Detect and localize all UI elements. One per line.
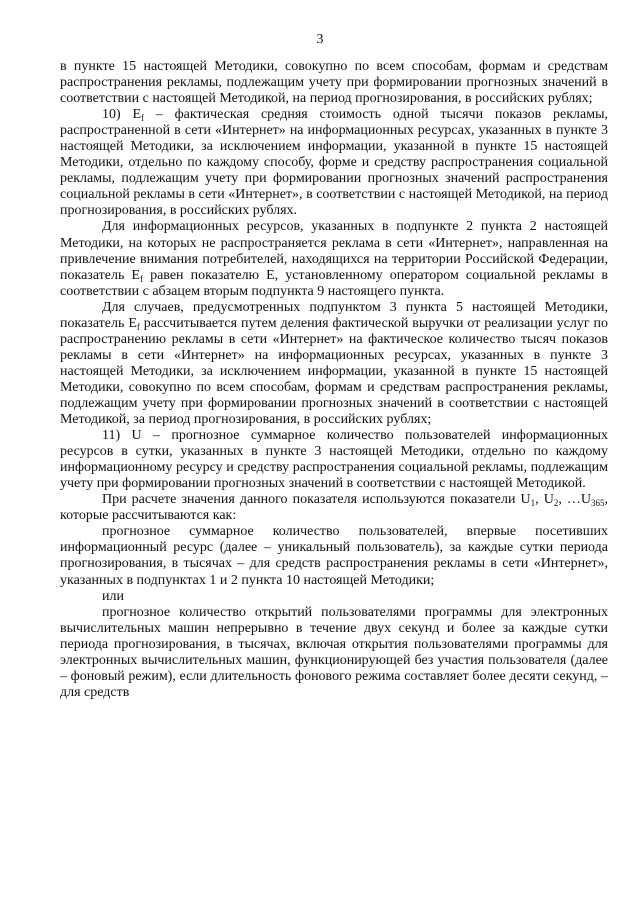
paragraph-p7: [60, 524, 608, 588]
paragraph-text: , которые рассчитываются как:: [60, 492, 608, 524]
paragraph-text: , U: [535, 492, 554, 508]
paragraph-text: прогнозное количество открытий пользователями программы для электронных вычислительных машин непрерывно в течение двух секунд и более за каждые сутки периода прогнозирования, в тысячах, включая открытия пользователями программы для электронных вычислительных машин, функционирующей без участия пользователя (далее – фоновый режим), если длительность фонового режима составляет более десяти секунд, – для средств: [60, 604, 608, 700]
paragraph-text: , …U: [558, 492, 591, 508]
paragraph-text: 11) U – прогнозное суммарное количество пользователей информационных ресурсов в сутки, указанных в пункте 3 настоящей Методики, отдельно по каждому информационному ресурсу и средству распространения социальной рекламы, подлежащим учету при формировании прогнозных значений в соответствии с настоящей Методикой.: [60, 428, 608, 492]
subscript-index: f: [141, 113, 145, 124]
paragraph-p5: [60, 428, 608, 492]
paragraph-text: Для случаев, предусмотренных подпунктом 3 пункта 5 настоящей Методики, показатель E: [60, 299, 608, 331]
paragraph-p1: [60, 59, 608, 107]
paragraph-text: Для информационных ресурсов, указанных в подпункте 2 пункта 2 настоящей Методики, на которых не распространяется реклама в сети «Интернет», направленная на привлечение внимания потребителей, находящихся на территории Российской Федерации, показатель E: [60, 219, 608, 283]
paragraph-text: рассчитывается путем деления фактической выручки от реализации услуг по распространению рекламы в сети «Интернет» на фактическое количество тысяч показов рекламы в сети «Интернет» на информационных ресурсах, указанных в пункте 3 настоящей Методики, за исключением информации, указанной в пункте 15 настоящей Методики, совокупно по всем способам, формам и средствам распространения рекламы, подлежащим учету при формировании прогнозных значений в соответствии с настоящей Методикой, за период прогнозирования, в российских рублях;: [60, 315, 608, 428]
subscript-index: 365: [591, 498, 605, 509]
paragraph-text: 10) E: [102, 107, 142, 123]
paragraph-text: прогнозное суммарное количество пользователей, впервые посетивших информационный ресурс (далее – уникальный пользователь), за каждые сутки периода прогнозирования, в тысячах – для средств распространения рекламы в сети «Интернет», указанных в подпунктах 1 и 2 пункта 10 настоящей Методики;: [60, 524, 608, 588]
subscript-index: 2: [553, 498, 559, 509]
paragraph-text: При расчете значения данного показателя используются показатели U: [102, 492, 531, 508]
paragraph-text: равен показателю E, установленному оператором социальной рекламы в соответствии с абзацем вторым подпункта 9 настоящего пункта.: [60, 267, 609, 299]
paragraph-text: – фактическая средняя стоимость одной тысячи показов рекламы, распространенной в сети «Интернет» на информационных ресурсах, указанных в пункте 3 настоящей Методики, за исключением информации, указанной в пункте 15 настоящей Методики, отдельно по каждому способу, форме и средству распространения социальной рекламы, подлежащим учету при формировании прогнозных значений распространения социальной рекламы в сети «Интернет», в соответствии с настоящей Методикой, на период прогнозирования, в российских рублях.: [60, 107, 608, 219]
page-number: 3: [316, 32, 324, 47]
paragraph-p2: [60, 107, 608, 219]
paragraph-text: в пункте 15 настоящей Методики, совокупно по всем способам, формам и средствам распространения рекламы, подлежащим учету при формировании прогнозных значений в соответствии с настоящей Методикой, на период прогнозирования, в российских рублях;: [60, 59, 608, 107]
subscript-index: 1: [530, 498, 536, 509]
paragraph-p6: [60, 492, 608, 524]
paragraph-text: или: [102, 588, 124, 604]
paragraph-p4: [60, 300, 608, 428]
paragraph-p3: [60, 219, 608, 299]
subscript-index: f: [140, 273, 144, 284]
document-body: [60, 59, 608, 701]
paragraph-p8: [60, 589, 608, 605]
paragraph-p9: [60, 605, 608, 701]
subscript-index: f: [136, 321, 140, 332]
